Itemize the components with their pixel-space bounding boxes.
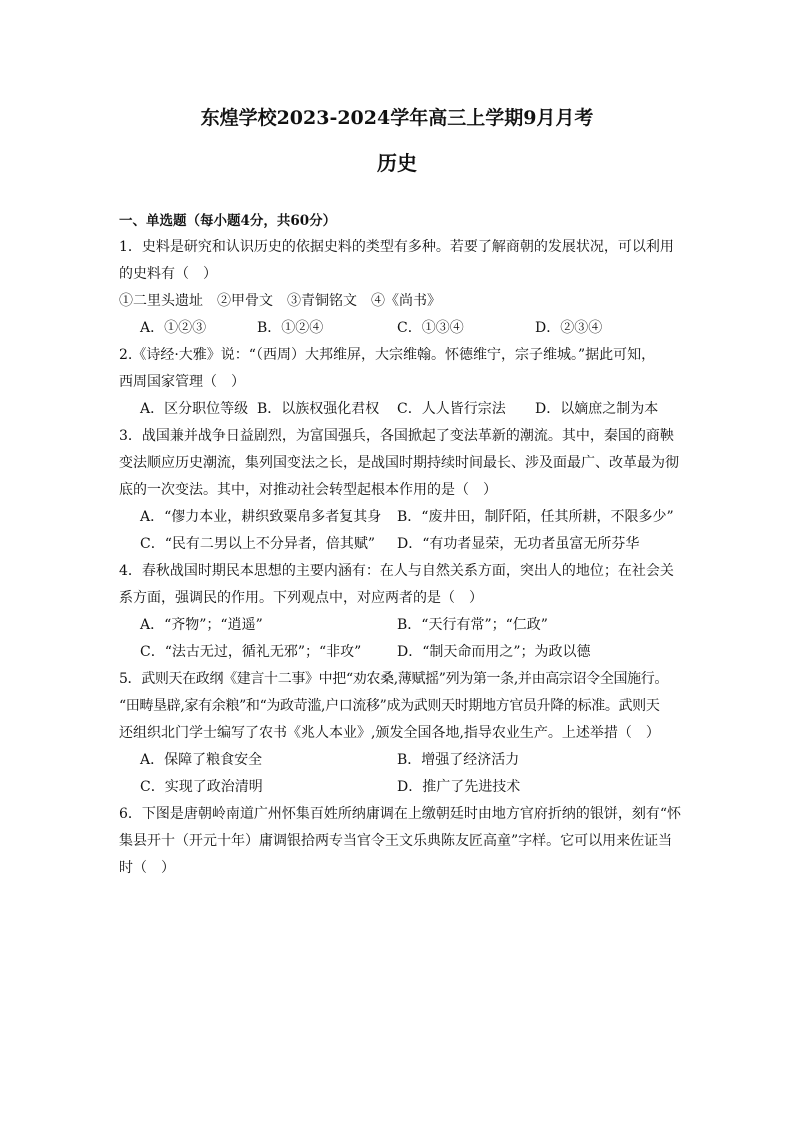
question-4-option-c: C．“法古无过，循礼无邪”；“非攻” [140, 644, 362, 660]
question-2-stem-line: 2.《诗经·大雅》说：“（西周）大邦维屏，大宗维翰。怀德维宁，宗子维城。”据此可知， [119, 347, 656, 363]
question-3-stem-line: 变法顺应历史潮流，集列国变法之长，是战国时期持续时间最长、涉及面最广、改革最为彻 [119, 455, 679, 471]
question-6-stem-line: 时（ ） [119, 860, 175, 876]
question-3-stem-line: 底的一次变法。其中，对推动社会转型起根本作用的是（ ） [119, 482, 497, 498]
question-2-option-a: A．区分职位等级 [140, 401, 249, 417]
question-6-stem-line: 集县开十（开元十年）庸调银拾两专当官令王文乐典陈友匠高童”字样。它可以用来佐证当 [119, 833, 673, 849]
question-4-stem-line: 系方面，强调民的作用。下列观点中，对应两者的是（ ） [119, 590, 483, 606]
question-3-option-b: B．“废井田，制阡陌，任其所耕，不限多少” [397, 509, 674, 525]
subject-title: 历史 [377, 151, 417, 175]
question-1-stem-line: 的史料有（ ） [119, 266, 217, 282]
question-4-option-a: A．“齐物”；“逍遥” [140, 617, 263, 633]
question-3-option-a: A．“僇力本业，耕织致粟帛多者复其身 [140, 509, 382, 525]
question-5-stem-line: “田畴垦辟,家有余粮”和“为政苛滥,户口流移”成为武则天时期地方官员升降的标准。武则天 [119, 698, 660, 714]
exam-title: 东煌学校2023-2024学年高三上学期9月月考 [200, 107, 594, 129]
question-2-stem-line: 西周国家管理（ ） [119, 374, 245, 390]
question-4-stem-line: 4．春秋战国时期民本思想的主要内涵有：在人与自然关系方面，突出人的地位；在社会关 [119, 563, 674, 579]
question-1-option-a: A．①②③ [140, 320, 207, 336]
question-3-option-d: D．“有功者显荣，无功者虽富无所芬华 [397, 536, 640, 552]
question-5-stem-line: 还组织北门学士编写了农书《兆人本业》,颁发全国各地,指导农业生产。上述举措（ ） [119, 725, 660, 741]
question-1-option-c: C．①③④ [397, 320, 464, 336]
question-3-option-c: C．“民有二男以上不分异者，倍其赋” [140, 536, 376, 552]
question-6-stem-line: 6．下图是唐朝岭南道广州怀集百姓所纳庸调在上缴朝廷时由地方官府折纳的银饼，刻有“怀 [119, 806, 682, 822]
question-5-option-d: D．推广了先进技术 [397, 779, 521, 795]
question-5-stem-line: 5．武则天在政纲《建言十二事》中把“劝农桑,薄赋摇”列为第一条,并由高宗诏令全国施行。 [119, 671, 669, 687]
question-2-option-b: B．以族权强化君权 [257, 401, 380, 417]
question-1-items: ①二里头遗址 ②甲骨文 ③青铜铭文 ④《尚书》 [119, 293, 441, 309]
question-2-option-d: D．以嫡庶之制为本 [535, 401, 659, 417]
section-heading: 一、单选题（每小题4分，共60分） [119, 213, 337, 229]
question-1-stem-line: 1．史料是研究和认识历史的依据史料的类型有多种。若要了解商朝的发展状况，可以利用 [119, 239, 674, 255]
question-1-option-d: D．②③④ [535, 320, 603, 336]
question-4-option-b: B．“天行有常”；“仁政” [397, 617, 548, 633]
question-5-option-a: A．保障了粮食安全 [140, 752, 263, 768]
question-5-option-b: B．增强了经济活力 [397, 752, 520, 768]
question-5-option-c: C．实现了政治清明 [140, 779, 263, 795]
question-1-option-b: B．①②④ [257, 320, 324, 336]
question-3-stem-line: 3．战国兼并战争日益剧烈，为富国强兵，各国掀起了变法革新的潮流。其中，秦国的商鞅 [119, 428, 674, 444]
question-2-option-c: C．人人皆行宗法 [397, 401, 506, 417]
question-4-option-d: D．“制天命而用之”；为政以德 [397, 644, 591, 660]
